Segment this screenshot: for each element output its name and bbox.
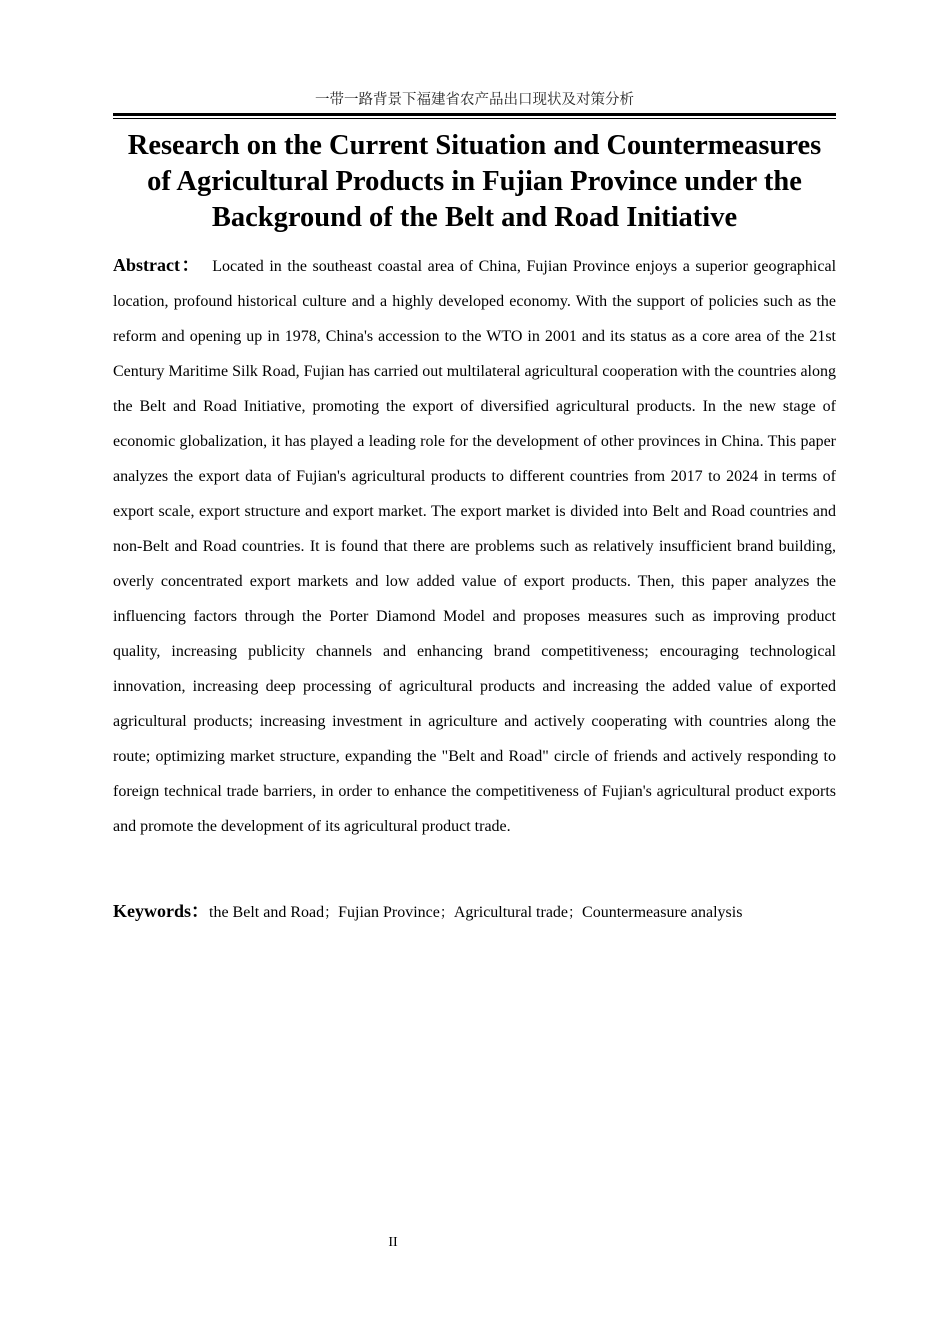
title-line-3: Background of the Belt and Road Initiative — [211, 202, 738, 233]
keyword-separator: ； — [324, 905, 339, 921]
paper-title — [113, 128, 836, 236]
keywords-line — [113, 894, 836, 931]
keywords-label: Keywords： — [113, 901, 209, 921]
keyword-separator: ； — [568, 905, 583, 921]
title-line-1: Research on the Current Situation and Countermeasures — [127, 130, 822, 161]
keyword-item: Countermeasure analysis — [582, 904, 743, 921]
keyword-item: Agricultural trade — [453, 904, 569, 921]
abstract-text: Located in the southeast coastal area of China, Fujian Province enjoys a superior geographical location, profound historical culture and a highly developed economy. With the support of policies such as the reform and opening up in 1978, China's accession to the WTO in 2001 and its status as a core area of the 21st Century Maritime Silk Road, Fujian has carried out multilateral agricultural cooperation with the countries along the Belt and Road Initiative, promoting the export of diversified agricultural products. In the new stage of economic globalization, it has played a leading role for the development of other provinces in China. This paper analyzes the export data of Fujian's agricultural products to different countries from 2017 to 2024 in terms of export scale, export structure and export market. The export market is divided into Belt and Road countries and non-Belt and Road countries. It is found that there are problems such as relatively insufficient brand building, overly concentrated export markets and low added value of export products. Then, this paper analyzes the influencing factors through the Porter Diamond Model and proposes measures such as improving product quality, increasing publicity channels and enhancing brand competitiveness; encouraging technological innovation, increasing deep processing of agricultural products and increasing the added value of exported agricultural products; increasing investment in agriculture and actively cooperating with countries along the route; optimizing market structure, expanding the "Belt and Road" circle of friends and actively responding to foreign technical trade barriers, in order to enhance the competitiveness of Fujian's agricultural product exports and promote the development of its agricultural product trade. — [113, 258, 837, 835]
keyword-item: Fujian Province — [338, 904, 440, 921]
keyword-separator: ； — [439, 905, 454, 921]
abstract-label: Abstract： — [113, 255, 202, 275]
running-header: 一带一路背景下福建省农产品出口现状及对策分析 — [315, 92, 634, 108]
title-line-2: of Agricultural Products in Fujian Province under the — [147, 166, 802, 197]
abstract-paragraph — [113, 248, 836, 844]
page-number: II — [388, 1235, 398, 1250]
header-rule-thin — [113, 118, 836, 119]
keyword-item: the Belt and Road — [209, 904, 325, 921]
header-rule-thick — [113, 113, 836, 116]
